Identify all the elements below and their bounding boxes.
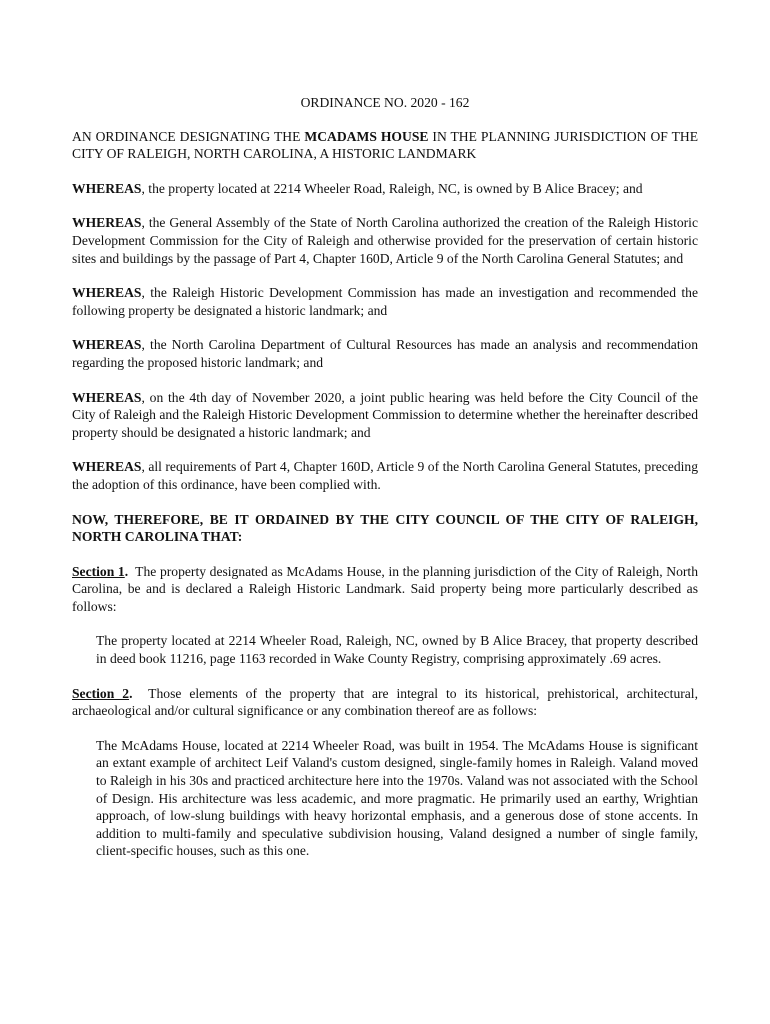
section-1-text: The property designated as McAdams House, in the planning jurisdiction of the City of Raleigh, North Carolina, be and is declared a Raleigh Historic Landmark. Said property being more particularly described as follows: [72, 563, 702, 614]
whereas-lead: WHEREAS [72, 459, 142, 475]
whereas-lead: WHEREAS [72, 389, 142, 405]
ordinance-heading [72, 128, 698, 163]
section-2-label: Section 2 [72, 685, 130, 701]
whereas-6 [72, 458, 698, 493]
section-1 [72, 563, 702, 616]
whereas-text: , the General Assembly of the State of North Carolina authorized the creation of the Raleigh Historic Development Commission for the City of Raleigh and otherwise provided for the preservation of certain historic sites and buildings by the passage of Part 4, Chapter 160D, Article 9 of the North Carolina General Statutes; and [72, 215, 698, 266]
whereas-1 [72, 180, 698, 198]
section-2-detail: The McAdams House, located at 2214 Wheeler Road, was built in 1954. The McAdams House is significant an extant example of architect Leif Valand's custom designed, single-family homes in Raleigh. Valand moved to Raleigh in his 30s and practiced architecture here into the 1970s. Valand was not associated with the School of Design. His architecture was less academic, and more pragmatic. He primarily used an earthy, Wrightian approach, of low-slung buildings with heavy horizontal emphasis, and a generous dose of stone accents. In addition to multi-family and speculative subdivision housing, Valand designed a number of single family, client-specific houses, such as this one. [96, 737, 698, 859]
whereas-5 [72, 389, 698, 442]
resolution-clause [72, 511, 698, 546]
whereas-text: , the property located at 2214 Wheeler Road, Raleigh, NC, is owned by B Alice Bracey; and [141, 180, 643, 196]
heading-pre: AN ORDINANCE DESIGNATING THE [72, 128, 305, 144]
whereas-lead: WHEREAS [72, 180, 142, 196]
whereas-lead: WHEREAS [72, 215, 142, 231]
whereas-4 [72, 336, 698, 371]
whereas-2 [72, 214, 698, 267]
heading-bold: MCADAMS HOUSE [304, 128, 429, 144]
section-2-dot: . [129, 685, 133, 701]
resolution-text: NOW, THEREFORE, BE IT ORDAINED BY THE CITY COUNCIL OF THE CITY OF RALEIGH, NORTH CAROLINA THAT: [72, 511, 698, 545]
whereas-text: , on the 4th day of November 2020, a joint public hearing was held before the City Council of the City of Raleigh and the Raleigh Historic Development Commission to determine whether the hereinafter described property should be designated a historic landmark; and [72, 389, 698, 440]
section-2-text: Those elements of the property that are integral to its historical, prehistorical, architectural, archaeological and/or cultural significance or any combination thereof are as follows: [72, 685, 702, 719]
whereas-text: , all requirements of Part 4, Chapter 160D, Article 9 of the North Carolina General Statutes, preceding the adoption of this ordinance, have been complied with. [72, 459, 698, 492]
whereas-lead: WHEREAS [72, 285, 142, 301]
section-1-detail: The property located at 2214 Wheeler Road, Raleigh, NC, owned by B Alice Bracey, that property described in deed book 11216, page 1163 recorded in Wake County Registry, comprising approximately .69 acres. [96, 633, 698, 667]
whereas-lead: WHEREAS [72, 337, 142, 353]
section-1-dot: . [124, 563, 129, 579]
heading-post: IN THE PLANNING JURISDICTION OF THE CITY OF RALEIGH, NORTH CAROLINA, A HISTORIC LANDMARK [72, 128, 698, 162]
whereas-3 [72, 284, 698, 319]
whereas-text: , the Raleigh Historic Development Commission has made an investigation and recommended the following property be designated a historic landmark; and [72, 285, 698, 318]
section-2 [72, 685, 702, 720]
whereas-text: , the North Carolina Department of Cultural Resources has made an analysis and recommendation regarding the proposed historic landmark; and [72, 337, 698, 370]
section-1-label: Section 1 [72, 563, 125, 579]
ordinance-title: ORDINANCE NO. 2020 - 162 [300, 95, 470, 110]
